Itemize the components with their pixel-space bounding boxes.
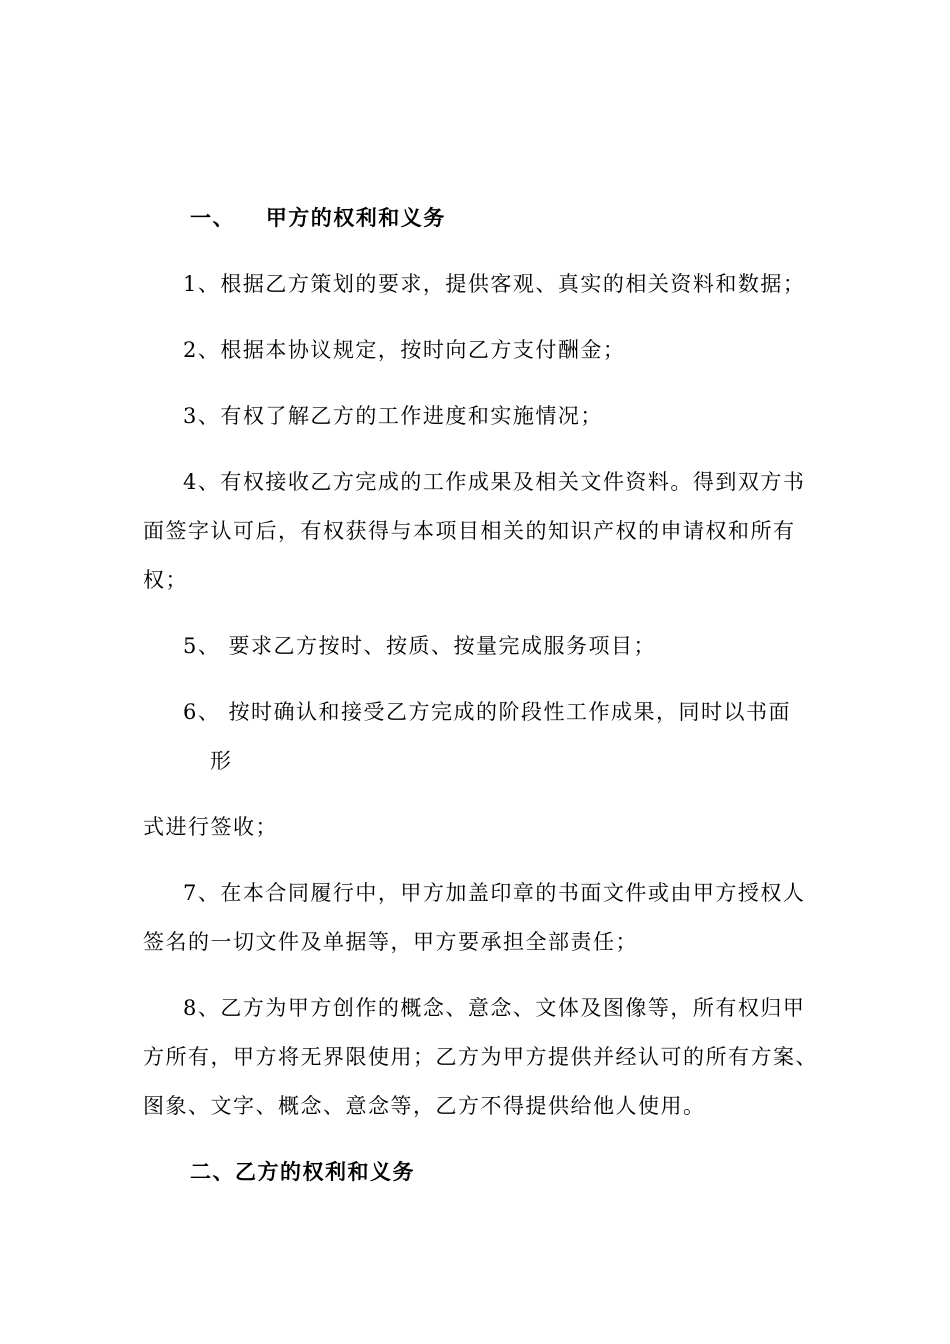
item-8-line-1: 8、乙方为甲方创作的概念、意念、文体及图像等，所有权归甲 xyxy=(183,996,806,1020)
item-7-line-1: 7、在本合同履行中，甲方加盖印章的书面文件或由甲方授权人 xyxy=(183,881,806,905)
item-4-line-3: 权； xyxy=(143,568,188,592)
item-6-line-2: 形 xyxy=(210,749,233,773)
item-4-line-2: 面签字认可后，有权获得与本项目相关的知识产权的申请权和所有 xyxy=(143,519,796,543)
section-1-heading xyxy=(190,203,446,233)
section-1-number: 一、 xyxy=(190,206,235,230)
item-4-line-1: 4、有权接收乙方完成的工作成果及相关文件资料。得到双方书 xyxy=(183,470,806,494)
item-5-line-1: 5、 要求乙方按时、按质、按量完成服务项目； xyxy=(183,634,657,658)
item-8-line-3: 图象、文字、概念、意念等，乙方不得提供给他人使用。 xyxy=(143,1094,706,1118)
section-2-heading: 二、乙方的权利和义务 xyxy=(190,1160,415,1184)
section-1-title: 甲方的权利和义务 xyxy=(265,206,446,230)
item-6-line-1: 6、 按时确认和接受乙方完成的阶段性工作成果，同时以书面 xyxy=(183,700,792,724)
item-7-line-2: 签名的一切文件及单据等，甲方要承担全部责任； xyxy=(143,930,638,954)
item-8-line-2: 方所有，甲方将无界限使用；乙方为甲方提供并经认可的所有方案、 xyxy=(143,1045,818,1069)
item-1-line-1: 1、根据乙方策划的要求，提供客观、真实的相关资料和数据； xyxy=(183,272,806,296)
item-6-line-3: 式进行签收； xyxy=(143,815,278,839)
item-2-line-1: 2、根据本协议规定，按时向乙方支付酬金； xyxy=(183,338,626,362)
item-3-line-1: 3、有权了解乙方的工作进度和实施情况； xyxy=(183,404,603,428)
